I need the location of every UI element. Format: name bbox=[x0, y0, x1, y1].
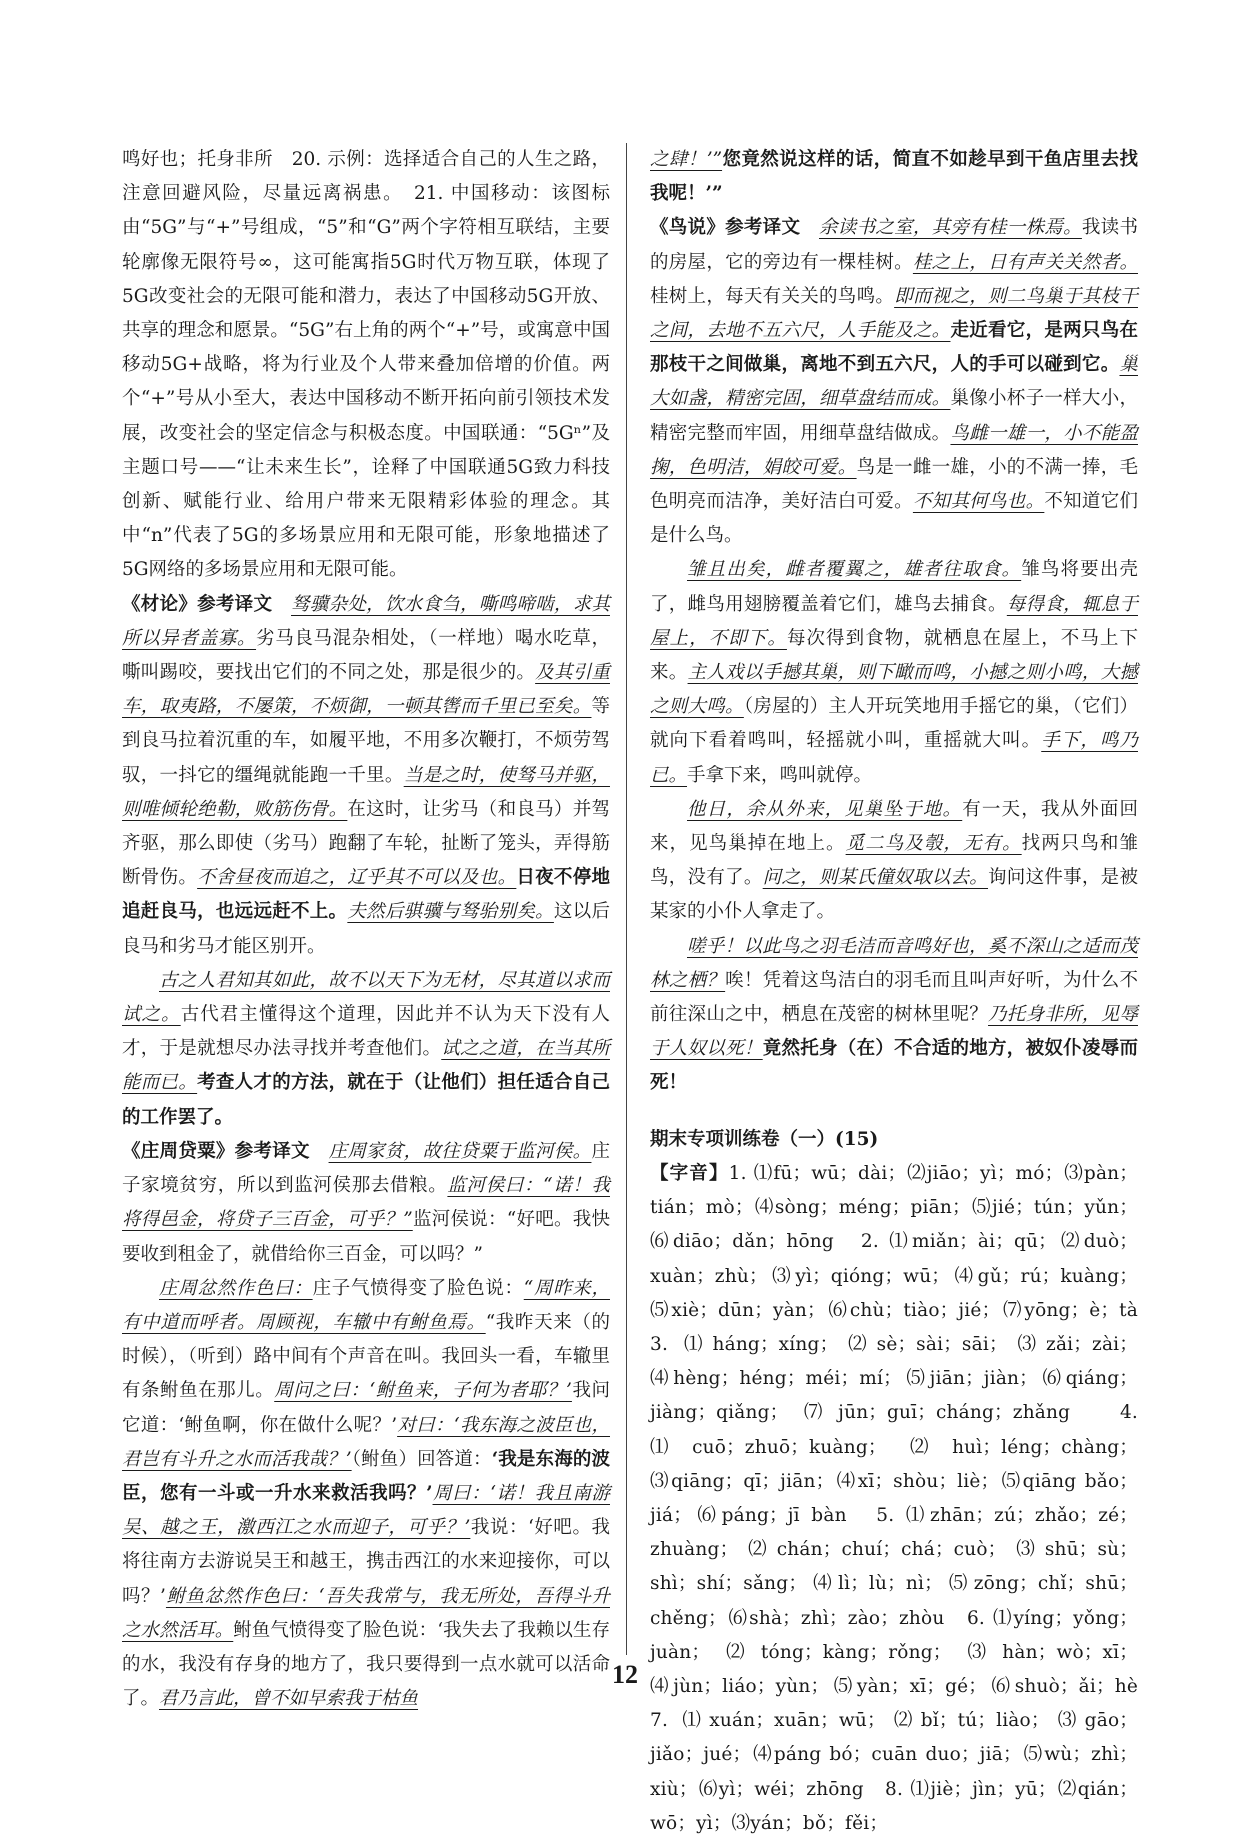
niaoshuo-translation bbox=[650, 211, 1138, 553]
translation-segment: 庄子家境贫穷，所以到监河侯那去借粮。 bbox=[122, 1140, 610, 1197]
translation-segment: 庄子气愤得变了脸色说： bbox=[312, 1277, 524, 1299]
niaoshuo-paragraph-4 bbox=[650, 930, 1138, 1101]
original-text-segment: 桂之上，日有声关关然者。 bbox=[912, 251, 1138, 273]
original-text-segment: 对曰：‘我东海之波臣也，君岂有斗升之水而活我哉？’ bbox=[122, 1414, 610, 1470]
original-text-segment: 嗟乎！以此鸟之羽毛洁而音鸣好也，奚不深山之适而茂林之栖？ bbox=[650, 935, 1138, 991]
answer-paragraph: 鸣好也；托身非所 20. 示例：选择适合自己的人生之路，注意回避风险，尽量远离祸患。 21. 中国移动：该图标由“5G”与“+”号组成，“5”和“G”两个字符相互联结，主要轮廓像无限符号∞，这可能寓指5G时代万物互联，体现了5G改变社会的无限可能和潜力，表达了中国移动5G开放、共享的理念和愿景。“5G”右上角的两个“+”号，或寓意中国移动5G+战略，将为行业及个人带来叠加倍增的价值。两个“+”号从小至大，表达中国移动不断开拓向前引领技术发展，改变社会的坚定信念与积极态度。中国联通：“5Gⁿ”及主题口号——“让未来生长”，诠释了中国联通5G致力科技创新、赋能行业、给用户带来无限精彩体验的理念。其中“n”代表了5G的多场景应用和无限可能，形象地描述了5G网络的多场景应用和无限可能。 bbox=[122, 149, 610, 581]
translation-segment: 我说：‘好吧。我将往南方去游说吴王和越王，携击西江的水来迎接你，可以吗？’ bbox=[122, 1517, 610, 1607]
original-text-segment: 古之人君知其如此，故不以天下为无材，尽其道以求而试之。 bbox=[122, 969, 610, 1026]
zhuangzhou-paragraph-2 bbox=[122, 1272, 610, 1717]
original-text-segment: 乃托身非所，见辱于人奴以死！ bbox=[650, 1004, 1138, 1060]
translation-segment: （鲋鱼）回答道： bbox=[351, 1448, 492, 1470]
pinyin-text: 1. ⑴fū；wū；dài；⑵jiāo；yì；mó；⑶pàn；tián；mò；⑷sòng；méng；piān；⑸jié；tún；yǔn；⑹diāo；dǎn；hōng 2. ⑴miǎn；ài；qū；⑵duò；xuàn；zhù；⑶yì；qióng；wū；⑷gǔ；rú；kuàng；⑸xiè；dūn；yàn；⑹chù；tiào；jié；⑺yōng；è；tà 3. ⑴háng；xíng；⑵sè；sài；sāi；⑶zǎi；zài；⑷hèng；héng；méi；mí；⑸jiān；jiàn；⑹qiáng；jiàng；qiǎng；⑺jūn；guī；cháng；zhǎng 4. ⑴cuō；zhuō；kuàng；⑵huì；léng；chàng；⑶qiāng；qī；jiān；⑷xī；shòu；liè；⑸qiāng bǎo；jiá；⑹páng；jī bàn 5. ⑴zhān；zú；zhǎo；zé；zhuàng；⑵chán；chuí；chá；cuò；⑶shū；sù；shì；shí；sǎng；⑷lì；lù；nì；⑸zōng；chǐ；shū；chěng；⑹shà；zhì；zào；zhòu 6. ⑴yíng；yǒng；juàn；⑵tóng；kàng；rǒng；⑶hàn；wò；xī；⑷jùn；liáo；yùn；⑸yàn；xī；gé；⑹shuò；ǎi；hè 7. ⑴xuán；xuān；wū；⑵bǐ；tú；liào；⑶gāo；jiǎo；jué；⑷páng bó；cuān duo；jiā；⑸wù；zhì；xiù；⑹yì；wéi；zhōng 8. ⑴jiè；jìn；yū；⑵qián；wō；yì；⑶yán；bǒ；fěi； bbox=[650, 1162, 1157, 1834]
original-text-segment: 周曰：‘诺！我且南游吴、越之王，激西江之水而迎子，可乎？’ bbox=[122, 1482, 610, 1539]
translation-segment: 考查人才的方法，就在于（让他们）担任适合自己的工作罢了。 bbox=[122, 1072, 610, 1128]
original-text-segment: 之肆！’” bbox=[650, 149, 723, 170]
original-text-segment: 周问之曰：‘鲋鱼来，子何为者耶？’ bbox=[274, 1380, 572, 1402]
translation-segment: 不知道它们是什么鸟。 bbox=[650, 491, 1138, 547]
translation-segment: 我读书的房屋，它的旁边有一棵桂树。 bbox=[650, 217, 1138, 273]
translation-segment: 监河侯说：“好吧。我快要收到租金了，就借给你三百金，可以吗？” bbox=[122, 1209, 610, 1265]
niaoshuo-paragraph-3 bbox=[650, 793, 1138, 930]
niaoshuo-paragraph-2 bbox=[650, 553, 1138, 792]
original-text-segment: 君乃言此，曾不如早索我于枯鱼 bbox=[159, 1688, 419, 1710]
original-text-segment: 庄周忿然作色曰： bbox=[159, 1277, 313, 1299]
original-text-segment: 试之之道，在当其所能而已。 bbox=[122, 1038, 610, 1094]
translation-segment: 有一天，我从外面回来，见鸟巢掉在地上。 bbox=[650, 798, 1138, 855]
translation-segment: （房屋的）主人开玩笑地用手摇它的巢，（它们）就向下看着鸣叫，轻摇就小叫，重摇就大叫。 bbox=[650, 696, 1138, 752]
original-text-segment: 不知其何鸟也。 bbox=[912, 491, 1045, 513]
translation-segment: 竟然托身（在）不合适的地方，被奴仆凌辱而死！ bbox=[650, 1038, 1138, 1094]
left-column bbox=[122, 143, 610, 1710]
original-text-segment: 及其引重车，取夷路，不屡策，不烦御，一顿其辔而千里已至矣。 bbox=[122, 662, 610, 718]
translation-segment: 劣马良马混杂相处，（一样地）喝水吃草，嘶叫踢咬，要找出它们的不同之处，那是很少的。 bbox=[122, 627, 610, 684]
translation-segment: “我昨天来（的时候），（听到）路中间有个声音在叫。我回头一看，车辙里有条鲋鱼在那儿。 bbox=[122, 1311, 610, 1402]
original-text-segment: 巢大如盏，精密完固，细草盘结而成。 bbox=[650, 354, 1138, 410]
right-column bbox=[650, 143, 1157, 1834]
translation-segment: 雏鸟将要出壳了，雌鸟用翅膀覆盖着它们，雄鸟去捕食。 bbox=[650, 559, 1138, 615]
original-text-segment: 问之，则某氏僮奴取以去。 bbox=[762, 867, 989, 889]
pronunciation-answers bbox=[650, 1157, 1157, 1841]
translation-segment: 走近看它，是两只鸟在那枝干之间做巢，离地不到五六尺，人的手可以碰到它。 bbox=[650, 320, 1138, 376]
translation-segment: 找两只鸟和雏鸟，没有了。 bbox=[650, 833, 1138, 889]
section-heading: 《庄周贷粟》参考译文 bbox=[122, 1140, 310, 1162]
cailun-translation bbox=[122, 588, 610, 964]
original-text-segment: 鲋鱼忿然作色曰：‘吾失我常与，我无所处，吾得斗升之水然活耳。 bbox=[122, 1585, 610, 1641]
original-text-segment: 雏且出矣，雌者覆翼之，雄者往取食。 bbox=[687, 559, 1022, 581]
translation-segment: 您竟然说这样的话，简直不如趁早到干鱼店里去找我呢！’” bbox=[650, 149, 1138, 205]
section-heading: 《鸟说》参考译文 bbox=[650, 217, 801, 239]
original-text-segment: 觅二鸟及彀，无有。 bbox=[845, 833, 1022, 855]
original-text-segment: 每得食，辄息于屋上，不即下。 bbox=[650, 593, 1138, 649]
original-text-segment: 手下，鸣乃已。 bbox=[650, 730, 1138, 786]
translation-segment: 桂树上，每天有关关的鸟鸣。 bbox=[650, 285, 895, 307]
translation-segment: 手拿下来，鸣叫就停。 bbox=[687, 764, 873, 786]
translation-segment: 等到良马拉着沉重的车，如履平地，不用多次鞭打，不烦劳驾驭，一抖它的缰绳就能跑一千里。 bbox=[122, 696, 610, 786]
translation-segment: 唉！凭着这鸟洁白的羽毛而且叫声好听，为什么不前往深山之中，栖息在茂密的树林里呢？ bbox=[650, 969, 1138, 1026]
original-text-segment: 他日，余从外来，见巢坠于地。 bbox=[687, 798, 963, 820]
original-text-segment: 驽骥杂处，饮水食刍，嘶鸣啼啮，求其所以异者盖寡。 bbox=[122, 593, 610, 649]
original-text-segment: 不舍昼夜而追之，辽乎其不可以及也。 bbox=[197, 867, 517, 889]
translation-segment: ‘我是东海的波臣，您有一斗或一升水来救活我吗？’ bbox=[122, 1448, 610, 1504]
original-text-segment: “周昨来，有中道而呼者。周顾视，车辙中有鲋鱼焉。 bbox=[122, 1277, 610, 1333]
zi-yin-label: 【字音】 bbox=[650, 1162, 729, 1184]
original-text-segment: 监河侯曰：“诺！我将得邑金，将贷子三百金，可乎？” bbox=[122, 1175, 610, 1231]
zhuangzhou-continued bbox=[650, 143, 1138, 211]
translation-segment: 鲋鱼气愤得变了脸色说：‘我失去了我赖以生存的水，我没有存身的地方了，我只要得到一点水就可以活命了。 bbox=[122, 1619, 610, 1710]
original-text-segment: 主人戏以手撼其巢，则下瞰而鸣，小撼之则小鸣，大撼之则大鸣。 bbox=[650, 662, 1138, 718]
original-text-segment: 即而视之，则二鸟巢于其枝干之间，去地不五六尺，人手能及之。 bbox=[650, 285, 1138, 342]
translation-segment: 在这时，让劣马（和良马）并驾齐驱，那么即使（劣马）跑翻了车轮，扯断了笼头，弄得筋断骨伤。 bbox=[122, 798, 610, 889]
translation-segment: 每次得到食物，就栖息在屋上，不马上下来。 bbox=[650, 627, 1138, 684]
translation-segment: 日夜不停地追赶良马，也远远赶不上。 bbox=[122, 867, 610, 923]
original-text-segment: 夫然后骐骥与驽骀别矣。 bbox=[347, 901, 554, 923]
original-text-segment: 余读书之室，其旁有桂一株焉。 bbox=[819, 217, 1082, 239]
original-text-segment: 鸟雌一雄一，小不能盈掬，色明洁，娟皎可爱。 bbox=[650, 422, 1138, 478]
page-number: 12 bbox=[612, 1660, 638, 1689]
cailun-paragraph-2 bbox=[122, 964, 610, 1135]
translation-segment: 这以后良马和劣马才能区别开。 bbox=[122, 901, 610, 957]
original-text-segment: 庄周家贫，故往贷粟于监河侯。 bbox=[328, 1140, 592, 1162]
translation-segment: 巢像小杯子一样大小，精密完整而牢固，用细草盘结做成。 bbox=[650, 388, 1138, 444]
zhuangzhou-translation bbox=[122, 1135, 610, 1272]
translation-segment: 询问这件事，是被某家的小仆人拿走了。 bbox=[650, 867, 1138, 923]
exercise-section-title: 期末专项训练卷（一）(15) bbox=[650, 1128, 879, 1150]
section-heading: 《材论》参考译文 bbox=[122, 593, 273, 615]
translation-segment: 鸟是一雌一雄，小的不满一捧，毛色明亮而洁净，美好洁白可爱。 bbox=[650, 456, 1138, 513]
original-text-segment: 当是之时，使驽马并驱，则唯倾轮绝勒，败筋伤骨。 bbox=[122, 764, 610, 820]
column-divider bbox=[626, 143, 627, 1655]
translation-segment: 古代君主懂得这个道理，因此并不认为天下没有人才，于是就想尽办法寻找并考查他们。 bbox=[122, 1004, 610, 1060]
translation-segment: 我问它道：‘鲋鱼啊，你在做什么呢？’ bbox=[122, 1380, 610, 1436]
